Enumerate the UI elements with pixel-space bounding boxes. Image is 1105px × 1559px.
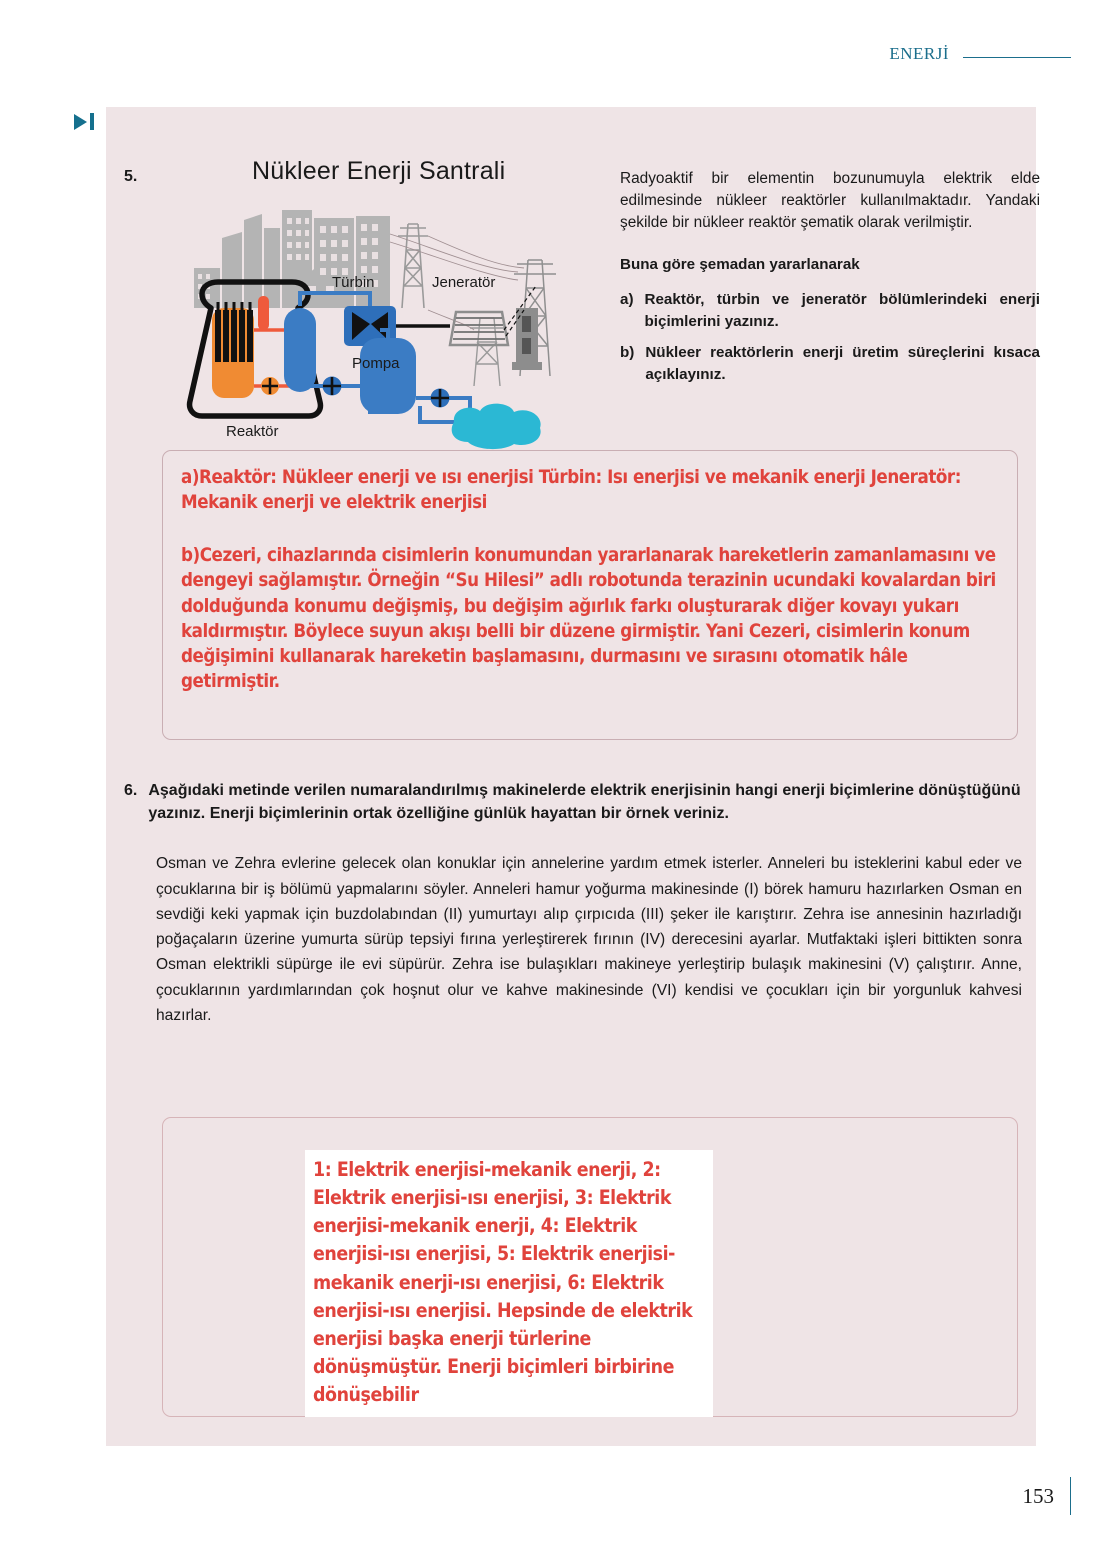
question-6-heading (124, 779, 1022, 825)
label-turbin: Türbin (332, 274, 375, 291)
pylon-icon (398, 224, 428, 308)
skip-bar-icon (90, 113, 94, 130)
answer-6-text: 1: Elektrik enerjisi-mekanik enerji, 2: Elektrik enerjisi-ısı enerjisi, 3: Elektrik enerjisi-mekanik enerji, 4: Elektrik enerjisi-ısı enerjisi, 5: Elektrik enerjisi-mekanik enerji-ısı enerjisi, 6: Elektrik enerjisi-ısı enerjisi. Hepsinde de elektrik enerjisi başka enerji türlerine dönüşmüştür. Enerji biçimleri birbirine dönüşebilir (313, 1158, 693, 1406)
subquestion-b (620, 342, 1040, 385)
answer-6-white-block (305, 1150, 713, 1417)
page-header (889, 44, 1071, 64)
answer-5b-text: b)Cezeri, cihazlarında cisimlerin konumundan yararlanarak hareketlerin zamanlamasını ve dengeyi sağlamıştır. Örneğin “Su Hilesi” adlı robotunda terazinin ucundaki kovalardan biri dolduğunda konumu değişmiş, bu değişim ağırlık farkı oluşturarak diğer kovayı yukarı kaldırmıştır. Böylece suyun akışı belli bir düzene girmiştir. Yani Cezeri, cisimlerin konum değişimini kullanarak hareketin başlamasını, durmasını ve sırasını otomatik hâle getirmiştir. (181, 545, 996, 693)
header-rule (963, 57, 1071, 58)
label-jenerator: Jeneratör (432, 274, 496, 291)
question-5-intro: Radyoaktif bir elementin bozunumuyla elektrik elde edilmesinde nükleer reaktörler kullanılmaktadır. Yandaki şekilde bir nükleer reaktör şematik olarak verilmiştir. (620, 170, 1040, 231)
content-panel (106, 107, 1040, 1446)
water-body (452, 404, 541, 450)
question-6-prompt: Aşağıdaki metinde verilen numaralandırılmış makinelerde elektrik enerjisinin hangi enerji biçimlerine dönüştüğünü yazınız. Enerji biçimlerinin ortak özelliğine günlük hayattan bir örnek veriniz. (148, 782, 1021, 823)
label-pompa: Pompa (352, 355, 400, 372)
answer-box-question-5 (162, 450, 1018, 740)
header-title: ENERJİ (889, 44, 949, 63)
play-triangle-icon (74, 114, 87, 130)
label-reaktor: Reaktör (226, 423, 279, 440)
subquestion-a-text: Reaktör, türbin ve jeneratör bölümlerindeki enerji biçimlerini yazınız. (644, 291, 1040, 330)
subquestion-b-label: b) (620, 344, 635, 362)
question-6-number: 6. (124, 782, 138, 799)
skip-next-icon (74, 113, 94, 130)
figure-title: Nükleer Enerji Santrali (252, 157, 506, 185)
subquestion-a-label: a) (620, 291, 634, 309)
nuclear-plant-diagram (184, 190, 614, 465)
transformer-icon (512, 308, 542, 370)
question-6-passage: Osman ve Zehra evlerine gelecek olan konuklar için annelerine yardım etmek isterler. Anneleri bu isteklerini kabul eder ve çocuklarına bir iş bölümü yapmalarını söyler. Anneleri hamur yoğurma makinesinde (I) börek hamuru hazırlarken Osman en sevdiği keki yapmak için buzdolabından (II) yumurtayı alıp çırpıcıda (III) şeker ile karıştırır. Zehra ise annesinin hazırladığı poğaçaların üzerine yumurta sürüp tepsiyi fırına yerleştirerek fırının (IV) derecesini ayarlar. Mutfaktaki işleri bittikten sonra Osman elektrikli süpürge ile evi süpürür. Zehra ise bulaşıkları makineye yerleştirip bulaşık makinesini (V) çalıştırır. Anne, çocuklarının yardımlarından çok hoşnut olur ve kahve makinesinde (VI) kendisi ve çocukları için bir yorgunluk kahvesi hazırlar. (156, 855, 1022, 1024)
question-5-subquestions (620, 289, 1040, 385)
answer-box-question-6 (162, 1117, 1018, 1417)
question-5-number: 5. (124, 168, 138, 185)
steam-generator (284, 308, 316, 392)
subquestion-b-text: Nükleer reaktörlerin enerji üretim süreçlerini kısaca açıklayınız. (645, 344, 1040, 383)
footer-rule (1070, 1477, 1071, 1515)
pylon-icon (470, 318, 504, 386)
question-5-lead: Buna göre şemadan yararlanarak (620, 255, 860, 273)
subquestion-a (620, 289, 1040, 332)
page-footer (1023, 1477, 1072, 1515)
answer-5a-text: a)Reaktör: Nükleer enerji ve ısı enerjisi Türbin: Isı enerjisi ve mekanik enerji Jeneratör: Mekanik enerji ve elektrik enerjisi (181, 467, 961, 514)
question-6 (124, 779, 1022, 1028)
question-5-text-column (620, 168, 1040, 396)
page-number: 153 (1022, 1483, 1054, 1508)
